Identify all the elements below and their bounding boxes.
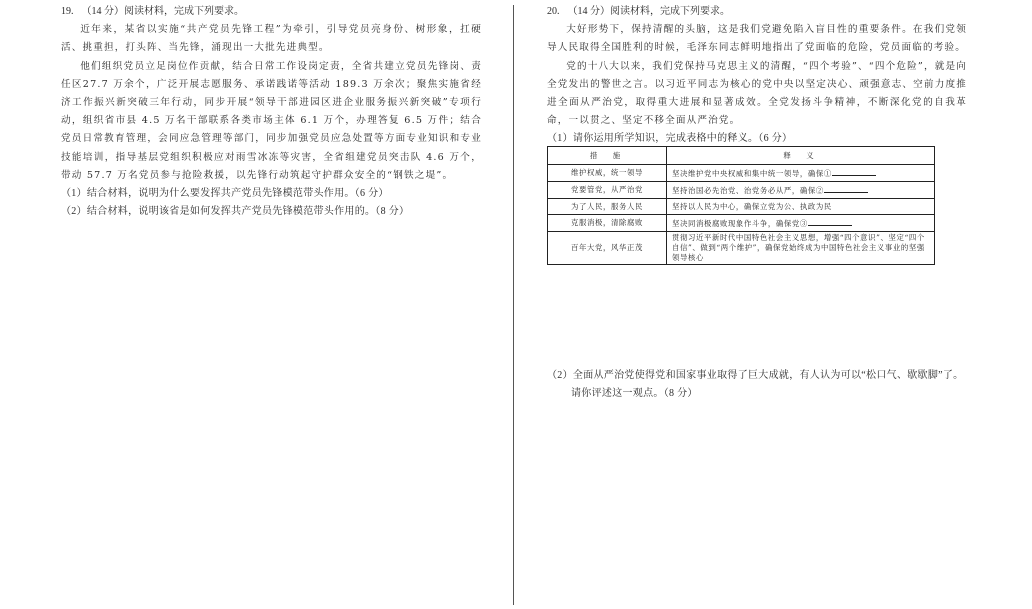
column-divider — [513, 5, 514, 605]
material-paragraph: 他们组织党员立足岗位作贡献，结合日常工作设岗定责，全省共建立党员先锋岗、责任区27.7 万余个，广泛开展志愿服务、承诺践诺等活动 189.3 万余次；聚焦实施省经济工作振兴新突破三年行动，同步开展“领导干部进园区进企业服务振兴新突破”专项行动，组织省市县 4.5 万名干部联系各类市场主体 6.1 万个，办理答复 6.5 万件；结合党员日常教育管理，会同应急管理等部门，同步加强党员应急处置等方面专业知识和专业技能培训，指导基层党组织积极应对雨雪冰冻等灾害，全省组建党员突击队 4.6 万个，带动 57.7 万名党员参与抢险救援，以先锋行动筑起守护群众安全的“钢铁之堤”。 — [61, 60, 482, 181]
table-row — [548, 199, 935, 215]
question-instruction: （14 分）阅读材料，完成下列要求。 — [567, 6, 730, 17]
meaning-cell — [667, 182, 935, 199]
table-row — [548, 232, 935, 265]
table-row — [548, 182, 935, 199]
measure-cell: 为了人民，服务人民 — [548, 199, 667, 215]
meaning-cell: 贯彻习近平新时代中国特色社会主义思想，增强“四个意识”、坚定“四个自信”、做到“两个维护”，确保党始终成为中国特色社会主义事业的坚强领导核心 — [667, 232, 935, 265]
question-20-header — [547, 3, 967, 21]
table-row — [548, 165, 935, 182]
column-header-meaning: 释 义 — [667, 147, 935, 165]
measure-cell: 百年大党，风华正茂 — [548, 232, 667, 265]
meaning-text: 坚决维护党中央权威和集中统一领导，确保① — [672, 169, 832, 178]
material-paragraph: 大好形势下，保持清醒的头脑，这是我们党避免陷入盲目性的重要条件。在我们党领导人民取得全国胜利的时候，毛泽东同志鲜明地指出了党面临的危险，党员面临的考验。 — [547, 24, 967, 54]
column-header-measure: 措 施 — [548, 147, 667, 165]
table-row — [548, 215, 935, 232]
question-19 — [61, 3, 482, 221]
meaning-cell — [667, 165, 935, 182]
question-instruction: （14 分）阅读材料，完成下列要求。 — [81, 6, 244, 17]
sub-question-1: （1）结合材料，说明为什么要发挥共产党员先锋模范带头作用。（6 分） — [61, 188, 389, 200]
sub-question-2-line-2: 请你评述这一观点。（8 分） — [571, 388, 698, 399]
answer-blank-1[interactable] — [832, 167, 876, 176]
question-number: 20. — [547, 6, 560, 17]
table-header-row — [548, 147, 935, 165]
answer-blank-3[interactable] — [808, 217, 852, 226]
sub-question-2: （2）结合材料，说明该省是如何发挥共产党员先锋模范带头作用的。（8 分） — [61, 206, 410, 218]
question-20 — [547, 3, 967, 149]
question-number: 19. — [61, 6, 74, 17]
sub-question-2 — [547, 367, 963, 403]
sub-question-1: （1）请你运用所学知识，完成表格中的释义。（6 分） — [547, 133, 793, 145]
measure-cell: 维护权威，统一领导 — [548, 165, 667, 182]
meaning-text: 坚持治国必先治党、治党务必从严，确保② — [672, 186, 824, 195]
material-paragraph: 近年来，某省以实施“共产党员先锋工程”为牵引，引导党员亮身份、树形象，扛硬活、挑重担，打头阵、当先锋，涌现出一大批先进典型。 — [61, 24, 482, 54]
meaning-cell: 坚持以人民为中心，确保立党为公、执政为民 — [667, 199, 935, 215]
question-19-header — [61, 3, 482, 21]
measure-cell: 克服消极，清除腐败 — [548, 215, 667, 232]
sub-question-2-line-1: （2）全面从严治党使得党和国家事业取得了巨大成就，有人认为可以“松口气、歇歇脚”了。 — [547, 370, 964, 381]
material-paragraph: 党的十八大以来，我们党保持马克思主义的清醒，“四个考验”、“四个危险”，就是向全党发出的警世之言。以习近平同志为核心的党中央以坚定决心、顽强意志、空前力度推进全面从严治党，取得重大进展和显著成效。全党发扬斗争精神，不断深化党的自我革命，一以贯之、坚定不移全面从严治党。 — [547, 60, 967, 127]
meaning-cell — [667, 215, 935, 232]
answer-blank-2[interactable] — [824, 184, 868, 193]
measure-cell: 党要管党，从严治党 — [548, 182, 667, 199]
explanation-table — [547, 146, 935, 265]
meaning-text: 坚决同消极腐败现象作斗争，确保党③ — [672, 219, 808, 228]
